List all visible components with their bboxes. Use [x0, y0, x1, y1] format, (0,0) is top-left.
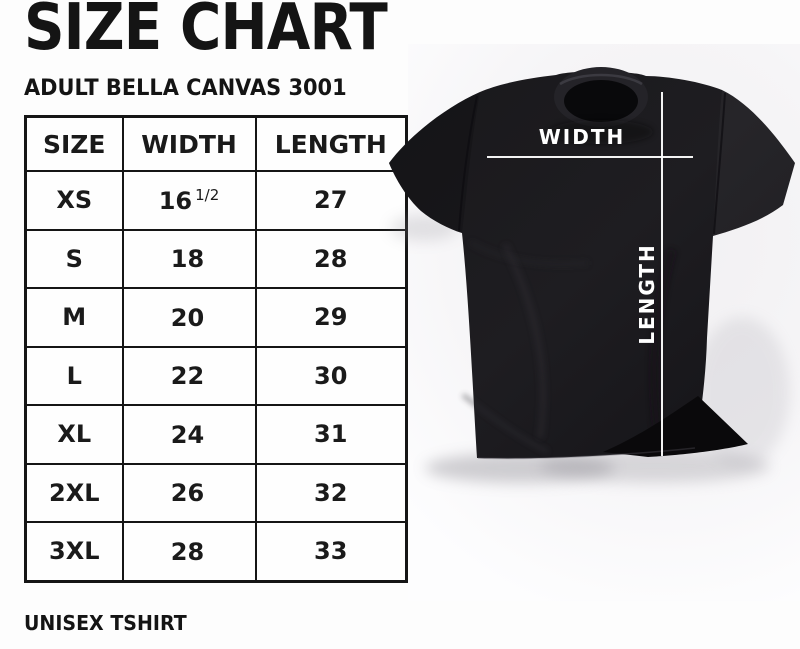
- width-value: 24: [170, 420, 205, 449]
- length-cell: 31: [256, 405, 407, 464]
- width-value: 26: [170, 479, 205, 508]
- length-measure-label: LENGTH: [635, 243, 659, 345]
- table-row: [26, 230, 407, 289]
- width-value: 22: [170, 362, 205, 391]
- size-cell: 3XL: [26, 522, 123, 581]
- size-cell: XS: [26, 171, 123, 230]
- table-row: [26, 464, 407, 523]
- length-cell: 27: [256, 171, 407, 230]
- footer-note: UNISEX TSHIRT: [24, 611, 187, 635]
- size-cell: 2XL: [26, 464, 123, 523]
- size-cell: XL: [26, 405, 123, 464]
- size-cell: S: [26, 230, 123, 289]
- table-row: [26, 171, 407, 230]
- right-sleeve-shade: [713, 90, 795, 236]
- table-row: [26, 347, 407, 406]
- page-title: SIZE CHART: [24, 0, 387, 65]
- length-measure-line: [661, 92, 663, 456]
- width-cell: [123, 347, 256, 406]
- col-header-length: LENGTH: [256, 117, 407, 172]
- page-subtitle: ADULT BELLA CANVAS 3001: [24, 76, 347, 101]
- width-cell: [123, 522, 256, 581]
- length-cell: 33: [256, 522, 407, 581]
- width-value: 28: [170, 537, 205, 566]
- width-value: 18: [170, 245, 205, 274]
- size-table-header: [26, 117, 407, 172]
- width-cell: [123, 171, 256, 230]
- width-value: 16: [158, 186, 193, 215]
- width-cell: [123, 405, 256, 464]
- length-cell: 28: [256, 230, 407, 289]
- size-cell: M: [26, 288, 123, 347]
- col-header-size: SIZE: [26, 117, 123, 172]
- length-cell: 30: [256, 347, 407, 406]
- width-fraction: 1/2: [195, 185, 220, 204]
- col-header-width: WIDTH: [123, 117, 256, 172]
- width-cell: [123, 464, 256, 523]
- width-cell: [123, 288, 256, 347]
- width-cell: [123, 230, 256, 289]
- header-row: [26, 117, 407, 172]
- size-cell: L: [26, 347, 123, 406]
- table-row: [26, 405, 407, 464]
- table-row: [26, 288, 407, 347]
- size-table: [24, 115, 408, 583]
- table-row: [26, 522, 407, 581]
- width-measure-label: WIDTH: [538, 125, 626, 149]
- length-cell: 29: [256, 288, 407, 347]
- product-photo: [378, 38, 800, 615]
- width-value: 20: [170, 303, 205, 332]
- length-cell: 32: [256, 464, 407, 523]
